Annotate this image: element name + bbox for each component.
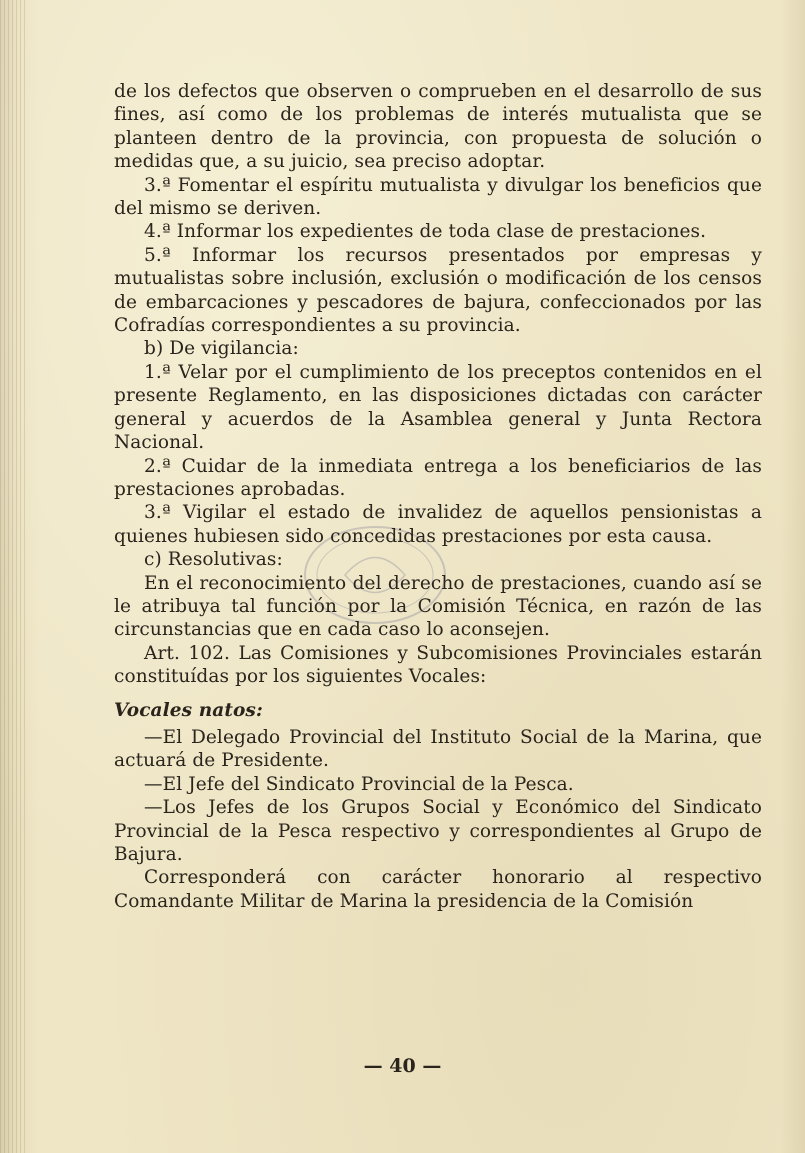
vocal-2: —El Jefe del Sindicato Provincial de la Pesca. bbox=[144, 773, 574, 795]
vocal-1: —El Delegado Provincial del Instituto Social de la Marina, que actuará de Presidente. bbox=[114, 726, 762, 772]
item-4: 4.ª Informar los expedientes de toda clase de prestaciones. bbox=[144, 221, 707, 243]
body-text bbox=[114, 80, 762, 913]
page-binding-edge bbox=[0, 0, 26, 1153]
vocales-natos-heading: Vocales natos: bbox=[114, 699, 263, 721]
paragraph-continuation: de los defectos que observen o comprueben en el desarrollo de sus fines, así como de los problemas de interés mutualista que se planteen dentro de la provincia, con propuesta de solución o medidas que, a su juicio, sea preciso adoptar. bbox=[114, 81, 762, 173]
page-number: — 40 — bbox=[363, 1055, 442, 1077]
item-5: 5.ª Informar los recursos presentados por empresas y mutualistas sobre inclusión, exclusión o modificación de los censos de embarcaciones y pescadores de bajura, confeccionados por las Cofradías correspondientes a su provincia. bbox=[114, 244, 762, 337]
section-c-heading: c) Resolutivas: bbox=[144, 549, 283, 571]
item-b2: 2.ª Cuidar de la inmediata entrega a los beneficiarios de las prestaciones aprobadas. bbox=[114, 455, 762, 500]
article-102: Art. 102. Las Comisiones y Subcomisiones Provinciales estarán constituídas por los siguientes Vocales: bbox=[114, 642, 762, 688]
item-b3: 3.ª Vigilar el estado de invalidez de aquellos pensionistas a quienes hubiesen sido concedidas prestaciones por esta causa. bbox=[114, 502, 762, 547]
item-b1: 1.ª Velar por el cumplimiento de los preceptos contenidos en el presente Reglamento, en las disposiciones dictadas con carácter general y acuerdos de la Asamblea general y Junta Rectora Nacional. bbox=[114, 361, 762, 454]
closing-paragraph: Corresponderá con carácter honorario al respectivo Comandante Militar de Marina la presidencia de la Comisión bbox=[114, 867, 762, 912]
section-c-text: En el reconocimiento del derecho de prestaciones, cuando así se le atribuya tal función por la Comisión Técnica, en razón de las circunstancias que en cada caso lo aconsejen. bbox=[114, 572, 762, 641]
item-3: 3.ª Fomentar el espíritu mutualista y divulgar los beneficios que del mismo se deriven. bbox=[114, 174, 762, 220]
section-b-heading: b) De vigilancia: bbox=[144, 338, 299, 360]
vocal-3: —Los Jefes de los Grupos Social y Económico del Sindicato Provincial de la Pesca respectivo y correspondientes al Grupo de Bajura. bbox=[114, 797, 762, 865]
